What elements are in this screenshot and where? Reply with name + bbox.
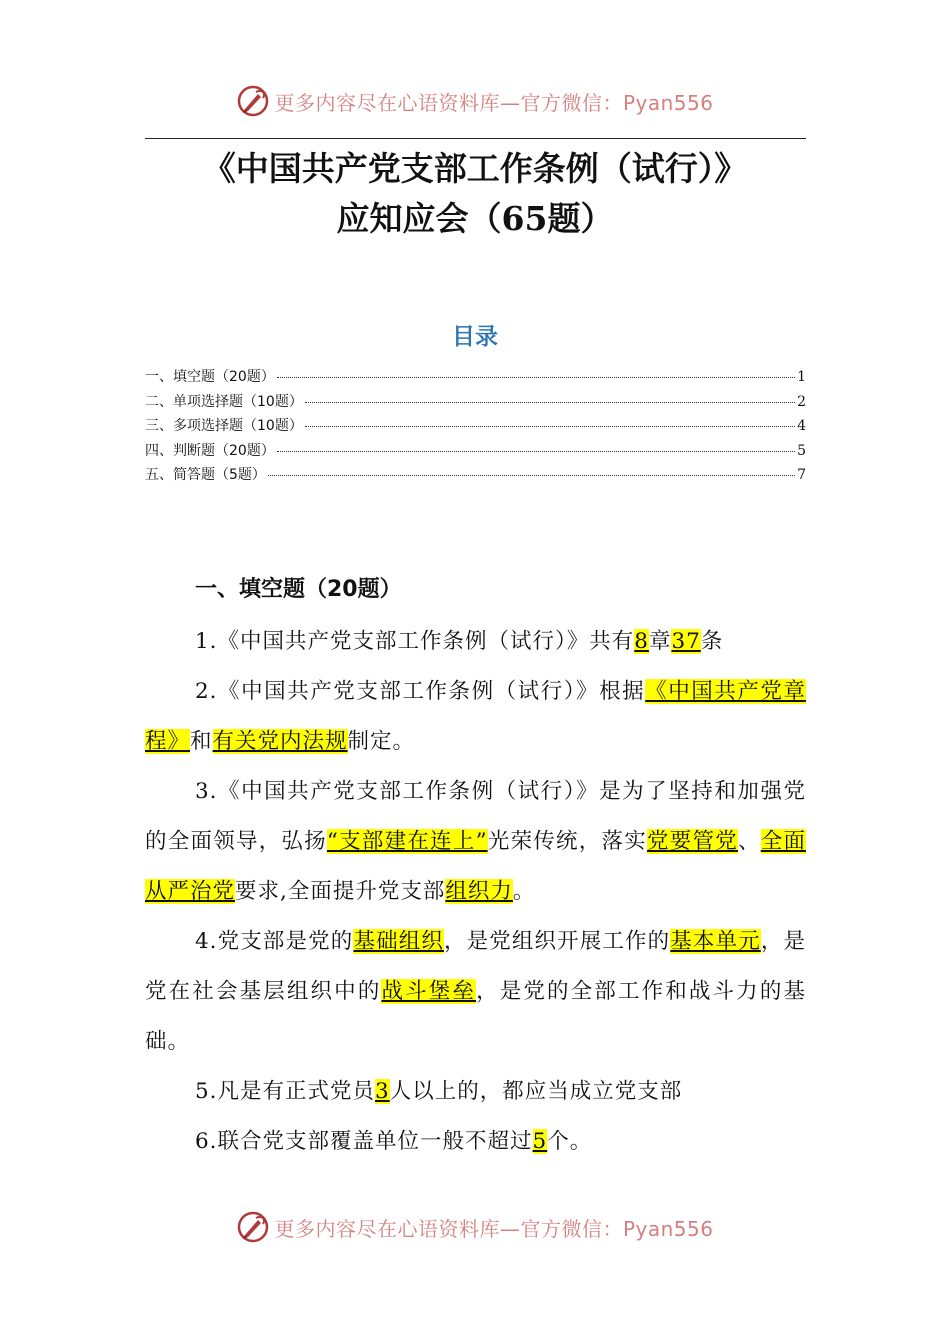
section-heading: 一、填空题（20题） bbox=[195, 577, 402, 602]
answer-highlight: 8 bbox=[634, 629, 649, 654]
answer-highlight: 3 bbox=[375, 1079, 390, 1104]
pen-nib-logo-icon bbox=[236, 84, 270, 118]
toc-item-label: 四、判断题（20题） bbox=[145, 442, 275, 459]
question-text: 4.党支部是党的 bbox=[195, 929, 354, 954]
toc-leader-dots bbox=[277, 377, 795, 378]
toc-item[interactable] bbox=[145, 464, 806, 489]
question-text: ，是党的全部工作和战斗力的基础。 bbox=[145, 979, 806, 1054]
answer-highlight: 全面从严治党 bbox=[145, 829, 806, 904]
answer-highlight: 基础组织 bbox=[353, 929, 444, 954]
footer-banner bbox=[0, 1210, 950, 1244]
question-text: 制定。 bbox=[347, 729, 416, 754]
document-title-line2: 应知应会（65题） bbox=[336, 199, 614, 238]
question-text: 个。 bbox=[547, 1129, 593, 1154]
toc-item-label: 一、填空题（20题） bbox=[145, 369, 275, 385]
answer-highlight: “支部建在连上” bbox=[326, 829, 488, 854]
toc-item[interactable] bbox=[145, 415, 806, 440]
toc-heading: 目录 bbox=[452, 324, 498, 350]
question-text: 人以上的，都应当成立党支部 bbox=[389, 1079, 683, 1104]
question-item bbox=[145, 667, 806, 767]
table-of-contents bbox=[145, 366, 806, 489]
question-item bbox=[145, 1117, 806, 1167]
question-item bbox=[145, 917, 806, 1067]
answer-highlight: 基本单元 bbox=[670, 929, 761, 954]
toc-item-label: 二、单项选择题（10题） bbox=[145, 393, 303, 410]
question-text: ，是党在社会基层组织中的 bbox=[145, 929, 806, 1004]
question-text: 、 bbox=[737, 829, 761, 854]
question-text: 6.联合党支部覆盖单位一般不超过 bbox=[195, 1129, 533, 1154]
answer-highlight: 有关党内法规 bbox=[212, 729, 348, 754]
answer-highlight: 组织力 bbox=[445, 879, 513, 904]
document-title bbox=[0, 144, 950, 244]
question-text: 光荣传统，落实 bbox=[487, 829, 648, 854]
toc-item-page: 1 bbox=[797, 369, 806, 385]
answer-highlight: 37 bbox=[671, 629, 701, 654]
answer-highlight: 5 bbox=[532, 1129, 548, 1154]
header-banner bbox=[0, 84, 950, 118]
question-list bbox=[145, 617, 806, 1167]
question-text: ，是党组织开展工作的 bbox=[443, 929, 671, 954]
toc-item[interactable] bbox=[145, 440, 806, 465]
toc-leader-dots bbox=[268, 475, 795, 476]
toc-item-page: 4 bbox=[797, 418, 806, 434]
answer-highlight: 战斗堡垒 bbox=[381, 979, 477, 1004]
question-item bbox=[145, 767, 806, 917]
toc-item-page: 2 bbox=[797, 393, 806, 410]
question-item bbox=[145, 1067, 806, 1117]
question-text: 章 bbox=[648, 629, 672, 654]
question-text: 3.《中国共产党支部工作条例（试行）》是为了坚持和加强党的全面领导，弘扬 bbox=[145, 779, 806, 854]
toc-item-page: 7 bbox=[797, 467, 806, 483]
question-text: 条 bbox=[700, 629, 724, 654]
question-text: 要求,全面提升党支部 bbox=[235, 879, 446, 904]
question-text: 1.《中国共产党支部工作条例（试行）》共有 bbox=[195, 629, 635, 654]
toc-leader-dots bbox=[277, 451, 795, 452]
answer-highlight: 党要管党 bbox=[647, 829, 738, 854]
toc-item-label: 三、多项选择题（10题） bbox=[145, 418, 303, 434]
question-text: 5.凡是有正式党员 bbox=[195, 1079, 376, 1104]
question-text: 。 bbox=[512, 879, 536, 904]
question-text: 2.《中国共产党支部工作条例（试行）》根据 bbox=[195, 679, 646, 704]
pen-nib-logo-icon bbox=[236, 1210, 270, 1244]
toc-item[interactable] bbox=[145, 366, 806, 391]
toc-leader-dots bbox=[305, 426, 795, 427]
toc-item-page: 5 bbox=[797, 442, 806, 459]
question-text: 和 bbox=[190, 729, 213, 754]
question-item bbox=[145, 617, 806, 667]
document-title-line1: 《中国共产党支部工作条例（试行）》 bbox=[202, 149, 748, 188]
answer-highlight: 《中国共产党章程》 bbox=[145, 679, 806, 754]
footer-banner-text: 更多内容尽在心语资料库—官方微信：Pyan556 bbox=[274, 1216, 714, 1241]
header-banner-text: 更多内容尽在心语资料库—官方微信：Pyan556 bbox=[274, 90, 714, 115]
toc-item-label: 五、简答题（5题） bbox=[145, 467, 266, 483]
header-divider bbox=[145, 138, 806, 139]
toc-leader-dots bbox=[305, 402, 795, 403]
toc-item[interactable] bbox=[145, 391, 806, 416]
